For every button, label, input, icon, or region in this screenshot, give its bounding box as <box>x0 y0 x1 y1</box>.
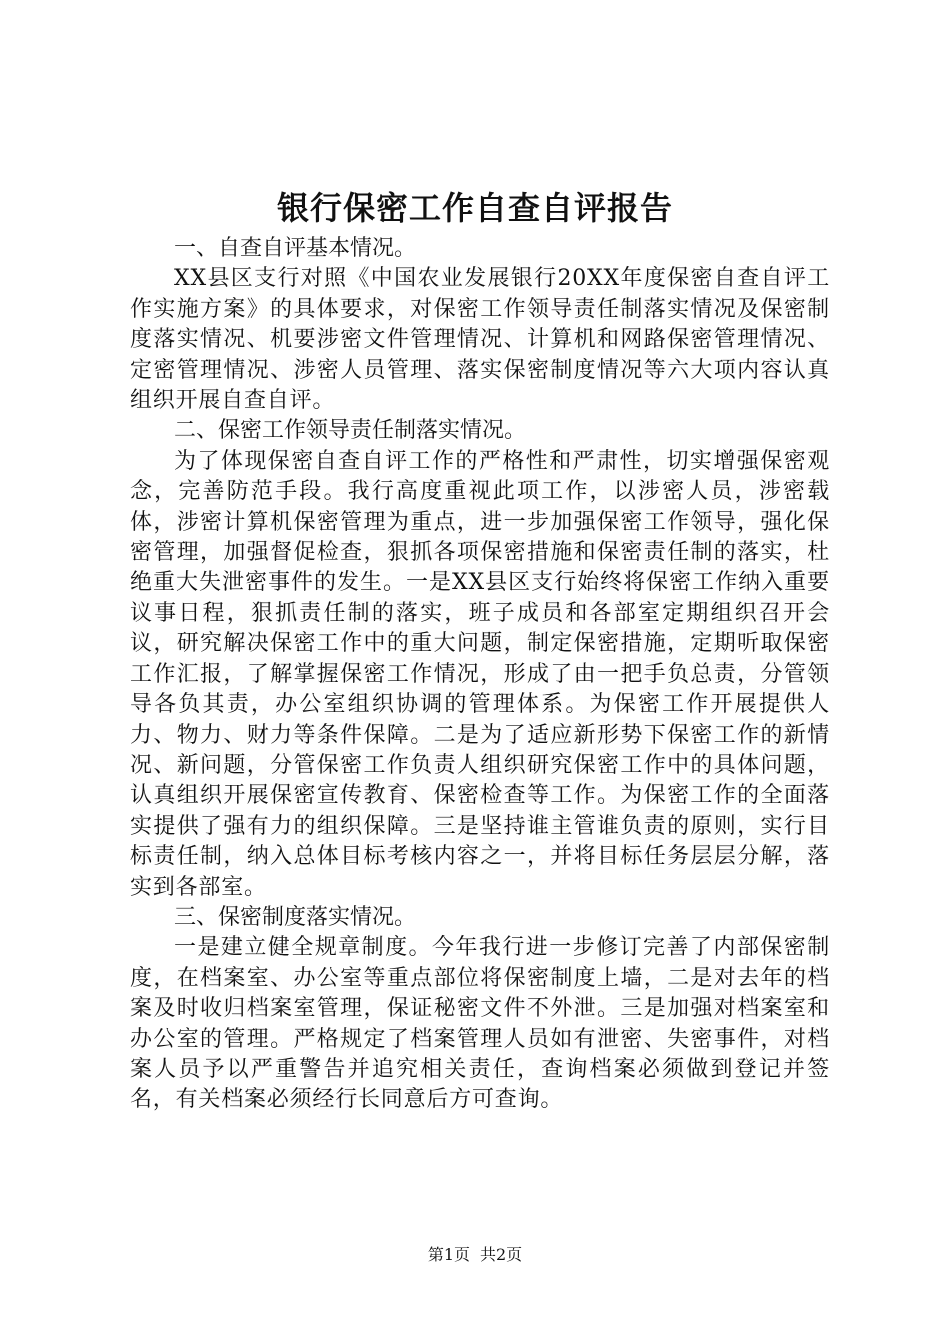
document-body <box>130 234 830 1116</box>
page-total: 共2页 <box>480 1245 523 1264</box>
section-paragraph-2: 为了体现保密自查自评工作的严格性和严肃性，切实增强保密观念，完善防范手段。我行高度重视此项工作，以涉密人员，涉密载体，涉密计算机保密管理为重点，进一步加强保密工作领导，强化保密管理，加强督促检查，狠抓各项保密措施和保密责任制的落实，杜绝重大失泄密事件的发生。一是XX县区支行始终将保密工作纳入重要议事日程，狠抓责任制的落实，班子成员和各部室定期组织召开会议，研究解决保密工作中的重大问题，制定保密措施，定期听取保密工作汇报，了解掌握保密工作情况，形成了由一把手负总责，分管领导各负其责，办公室组织协调的管理体系。为保密工作开展提供人力、物力、财力等条件保障。二是为了适应新形势下保密工作的新情况、新问题，分管保密工作负责人组织研究保密工作中的具体问题，认真组织开展保密宣传教育、保密检查等工作。为保密工作的全面落实提供了强有力的组织保障。三是坚持谁主管谁负责的原则，实行目标责任制，纳入总体目标考核内容之一，并将目标任务层层分解，落实到各部室。 <box>130 448 830 900</box>
page-footer <box>0 1244 950 1266</box>
section-heading-2: 二、保密工作领导责任制落实情况。 <box>174 418 527 444</box>
page-number: 第1页 <box>427 1245 470 1264</box>
section-paragraph-3: 一是建立健全规章制度。今年我行进一步修订完善了内部保密制度，在档案室、办公室等重点部位将保密制度上墙，二是对去年的档案及时收归档案室管理，保证秘密文件不外泄。三是加强对档案室和办公室的管理。严格规定了档案管理人员如有泄密、失密事件，对档案人员予以严重警告并追究相关责任，查询档案必须做到登记并签名，有关档案必须经行长同意后方可查询。 <box>130 935 830 1113</box>
section-heading-3: 三、保密制度落实情况。 <box>174 904 417 930</box>
section-heading-1: 一、自查自评基本情况。 <box>174 236 417 261</box>
document-title: 银行保密工作自查自评报告 <box>276 189 673 227</box>
section-paragraph-1: XX县区支行对照《中国农业发展银行20XX年度保密自查自评工作实施方案》的具体要求，对保密工作领导责任制落实情况及保密制度落实情况、机要涉密文件管理情况、计算机和网路保密管理情况、定密管理情况、涉密人员管理、落实保密制度情况等六大项内容认真组织开展自查自评。 <box>130 266 830 414</box>
